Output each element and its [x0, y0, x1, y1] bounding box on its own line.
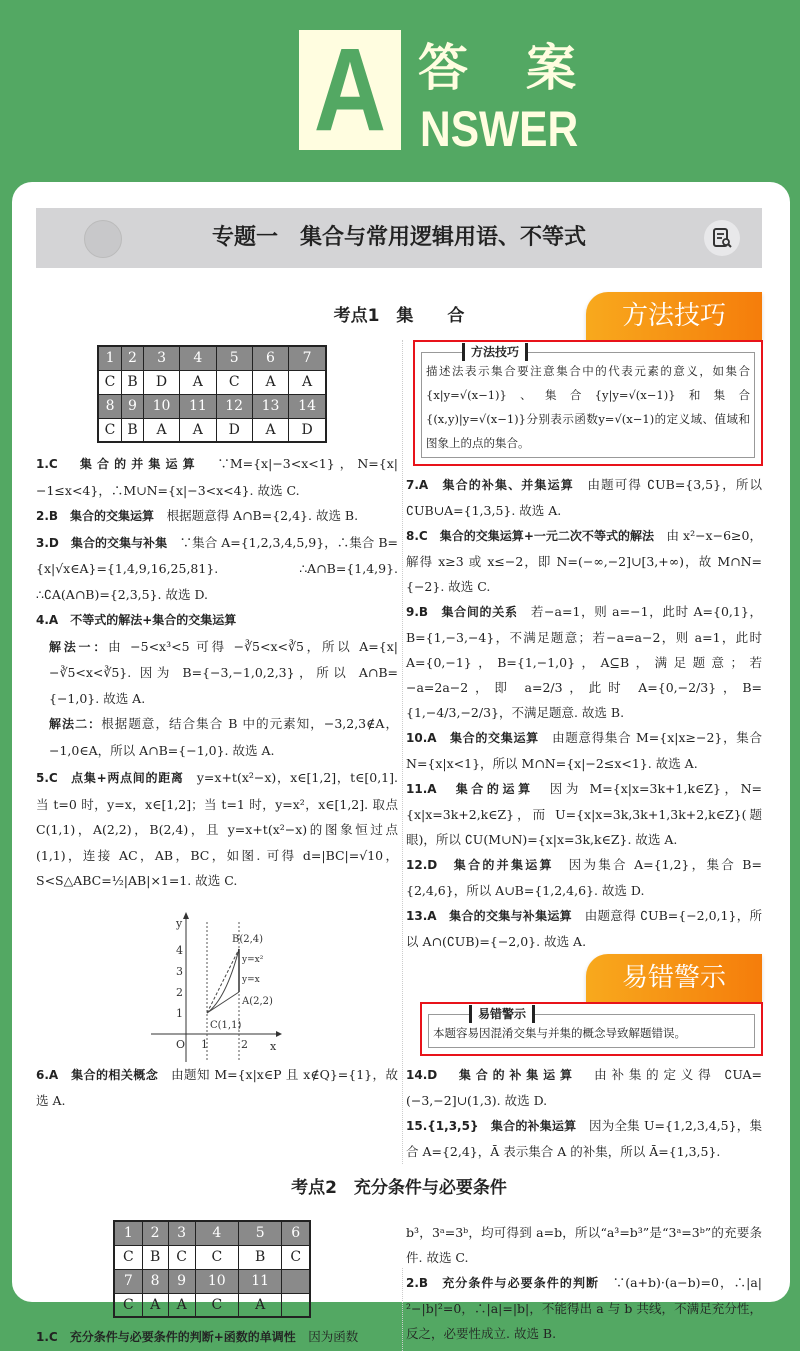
- answer-cell: A: [180, 418, 216, 442]
- y-tick: 3: [176, 964, 183, 978]
- answer-item: [36, 1324, 398, 1351]
- answer-item: [406, 1270, 762, 1346]
- answer-cell: C: [114, 1245, 142, 1269]
- answer-heading: 14.D 集合的补集运算: [406, 1068, 577, 1082]
- answer-text: b³，3ᵃ=3ᵇ，均可得到 a=b，所以“a³=b³”是“3ᵃ=3ᵇ”的充要条件. 故选 C.: [406, 1225, 762, 1265]
- question-number-cell: 10: [143, 394, 179, 418]
- answer-cell: A: [238, 1293, 281, 1317]
- answer-text: y=x+t(x²−x)，x∈[1,2]，t∈[0,1]. 当 t=0 时，y=x，x∈[1,2]；当 t=1 时，y=x²，x∈[1,2]. 取点 C(1,1)，A(2,2)，B(2,4)，且 y=x+t(x²−x)的图象恒过点(1,1)，连接 AC，AB，BC，如图. 可得 d=|BC|=√10，S<S△ABC=½|AB|×1=1. 故选 C.: [36, 770, 398, 888]
- tips-label: 方法技巧: [462, 343, 528, 361]
- question-number-cell: 7: [114, 1269, 142, 1293]
- question-number-cell: 13: [252, 394, 288, 418]
- answer-text: 由 −5<x³<5 可得 −∛5<x<∛5，所以 A={x|−∛5<x<∛5}. 因为 B={−3,−1,0,2,3}，所以 A∩B={−1,0}. 故选 A.: [49, 638, 398, 706]
- question-number-cell: 2: [142, 1221, 168, 1245]
- answer-item: [36, 607, 398, 634]
- answer-heading: 解法二：: [49, 717, 102, 731]
- answer-cell: D: [216, 418, 252, 442]
- question-number-cell: 7: [289, 346, 326, 370]
- question-number-cell: 10: [195, 1269, 238, 1293]
- answer-item: [36, 451, 398, 503]
- answer-cell: C: [114, 1293, 142, 1317]
- answer-heading: 2.B 充分条件与必要条件的判断: [406, 1276, 600, 1290]
- answer-text: 由题知 M={x|x∈P 且 x∉Q}={1}，故选 A.: [36, 1066, 398, 1108]
- section-2-title: 考点2 充分条件与必要条件: [291, 1178, 507, 1198]
- answer-heading: 12.D 集合的并集运算: [406, 858, 554, 872]
- question-number-row: [114, 1221, 310, 1245]
- answer-cell: C: [282, 1245, 310, 1269]
- answer-cell: A: [143, 418, 179, 442]
- question-number-cell: 9: [122, 394, 144, 418]
- answer-row: [98, 370, 326, 394]
- section-2-left-column: [36, 1220, 398, 1351]
- x-tick: 1: [201, 1037, 208, 1051]
- answer-heading: 解法一：: [49, 639, 109, 654]
- answer-heading: 9.B 集合间的关系: [406, 605, 518, 619]
- answer-item: [406, 599, 762, 725]
- question-number-cell: 5: [216, 346, 252, 370]
- question-number-cell: 2: [122, 346, 144, 370]
- answer-cell: C: [168, 1245, 195, 1269]
- answer-row: [114, 1245, 310, 1269]
- answer-content: [36, 292, 762, 1351]
- answer-row: [98, 418, 326, 442]
- answer-text: 根据题意，结合集合 B 中的元素知，−3,2,3∉A，−1,0∈A，所以 A∩B={−1,0}. 故选 A.: [49, 716, 398, 758]
- section-1-title: 考点1 集 合: [333, 306, 465, 326]
- section-1-columns: [36, 292, 762, 1164]
- answer-cell: A: [180, 370, 216, 394]
- answer-heading: 11.A 集合的运算: [406, 782, 534, 796]
- left-column: [36, 292, 398, 1164]
- section-2-right-column: [406, 1220, 762, 1351]
- answer-heading: 3.D 集合的交集与补集: [36, 535, 168, 550]
- answer-text: 由 x²−x−6≥0，解得 x≥3 或 x≤−2，即 N=(−∞,−2]∪[3,+∞)，故 M∩N={−2}. 故选 C.: [406, 528, 762, 594]
- question-number-row: [114, 1269, 310, 1293]
- question-number-cell: 8: [98, 394, 122, 418]
- point-c-label: C(1,1): [210, 1019, 242, 1031]
- answer-text: 因为全集 U={1,2,3,4,5}，集合 A={2,4}，Ā 表示集合 A 的补集，所以 Ā={1,3,5}.: [406, 1118, 762, 1159]
- y-axis-label: y: [176, 916, 183, 930]
- y-tick: 2: [176, 985, 183, 999]
- question-number-cell: 1: [98, 346, 122, 370]
- question-number-cell: 14: [289, 394, 326, 418]
- tips-tab: 方法技巧: [586, 292, 762, 340]
- answer-text: 因为 M={x|x=3k+1,k∈Z}，N={x|x=3k+2,k∈Z}，而 U={x|x=3k,3k+1,3k+2,k∈Z}(题眼)，所以 ∁U(M∪N)={x|x=3k,k∈Z}. 故选 A.: [406, 781, 762, 847]
- warning-tab: 易错警示: [586, 954, 762, 1002]
- answer-item: [406, 725, 762, 776]
- question-number-cell: 11: [238, 1269, 281, 1293]
- answer-text: 由题意得集合 M={x|x≥−2}，集合 N={x|x<1}，所以 M∩N={x|−2≤x<1}. 故选 A.: [406, 730, 762, 771]
- question-number-cell: 8: [142, 1269, 168, 1293]
- answer-cell: C: [195, 1245, 238, 1269]
- question-number-cell: 11: [180, 394, 216, 418]
- logo-letter: A: [299, 30, 401, 150]
- question-number-cell: 9: [168, 1269, 195, 1293]
- point-a-label: A(2,2): [242, 995, 273, 1007]
- answer-table-2: [113, 1220, 311, 1318]
- answer-cell: C: [195, 1293, 238, 1317]
- answer-item: [36, 1062, 398, 1114]
- answer-cell: D: [289, 418, 326, 442]
- answer-cell: B: [122, 370, 144, 394]
- answer-cell: [282, 1293, 310, 1317]
- answer-heading: 15.{1,3,5} 集合的补集运算: [406, 1119, 577, 1133]
- answer-heading: 6.A 集合的相关概念: [36, 1067, 159, 1082]
- header-title-cn: 答案: [418, 39, 634, 97]
- answer-heading: 1.C 集合的并集运算: [36, 457, 200, 471]
- answer-item: [406, 1062, 762, 1113]
- answer-cell: D: [143, 370, 179, 394]
- question-number-cell: 4: [180, 346, 216, 370]
- x-tick: 2: [241, 1037, 248, 1051]
- graph-figure: [36, 894, 398, 1062]
- origin-label: O: [176, 1037, 186, 1051]
- section-2-columns: [36, 1220, 762, 1351]
- answer-text: 因为集合 A={1,2}，集合 B={2,4,6}，所以 A∪B={1,2,4,6}. 故选 D.: [406, 857, 762, 898]
- answer-text: 由题可得 ∁UB={3,5}，所以 ∁UB∪A={1,3,5}. 故选 A.: [406, 477, 762, 518]
- answer-cell: A: [252, 370, 288, 394]
- tips-box: [413, 340, 763, 466]
- answer-text: 由题意得 ∁UB={−2,0,1}，所以 A∩(∁UB)={−2,0}. 故选 A.: [406, 908, 762, 949]
- warning-text: 本题容易因混淆交集与并集的概念导致解题错误。: [433, 1026, 686, 1040]
- answer-text: 若−a=1，则 a=−1，此时 A={0,1}，B={1,−3,−4}，不满足题意；若−a=a−2，则 a=1，此时 A={0,−1}，B={1,−1,0}，A⊆B，满足题意；若−a=2a−2，即 a=2/3，此时 A={0,−2/3}，B={1,−4/3,−2/3}，不满足题意. 故选 B.: [406, 604, 762, 720]
- answer-cell: A: [142, 1293, 168, 1317]
- answer-cell: C: [216, 370, 252, 394]
- question-number-row: [98, 394, 326, 418]
- question-number-cell: 1: [114, 1221, 142, 1245]
- point-b-label: B(2,4): [232, 933, 264, 945]
- answer-method: [36, 711, 398, 763]
- answer-heading: 13.A 集合的交集与补集运算: [406, 909, 572, 923]
- question-number-cell: [282, 1269, 310, 1293]
- answer-cell: C: [98, 418, 122, 442]
- answer-cell: C: [98, 370, 122, 394]
- answer-cell: A: [252, 418, 288, 442]
- document-search-icon[interactable]: [704, 220, 740, 256]
- answer-cell: B: [122, 418, 144, 442]
- answer-table-1: [97, 345, 327, 443]
- question-number-cell: 4: [195, 1221, 238, 1245]
- answer-text: 根据题意得 A∩B={2,4}. 故选 B.: [166, 508, 359, 523]
- question-number-row: [98, 346, 326, 370]
- answer-heading: 1.C 充分条件与必要条件的判断+函数的单调性: [36, 1330, 296, 1344]
- question-number-cell: 6: [252, 346, 288, 370]
- answer-text: 由补集的定义得 ∁UA=(−3,−2]∪(1,3). 故选 D.: [406, 1067, 762, 1108]
- answer-item: [406, 523, 762, 599]
- answer-item: [36, 530, 398, 608]
- answer-text: ∵集合 A={1,2,3,4,5,9}，∴集合 B={x|√x∈A}={1,4,9,16,25,81}. ∴A∩B={1,4,9}. ∴∁A(A∩B)={2,3,5}. 故选 D.: [36, 534, 398, 602]
- answer-item-continued: [406, 1220, 762, 1270]
- question-number-cell: 5: [238, 1221, 281, 1245]
- answer-cell: A: [168, 1293, 195, 1317]
- right-column: [406, 292, 762, 1164]
- answer-item: [406, 776, 762, 852]
- answer-text: ∵M={x|−3<x<1}，N={x|−1≤x<4}，∴M∪N={x|−3<x<4}. 故选 C.: [36, 456, 398, 498]
- header-title-en: NSWER: [420, 101, 579, 157]
- answer-text: 因为函数: [308, 1329, 359, 1344]
- answer-cell: B: [238, 1245, 281, 1269]
- answer-text: ∵(a+b)·(a−b)=0，∴|a|²−|b|²=0，∴|a|=|b|，不能得出 a 与 b 共线，不满足充分性，反之，必要性成立. 故选 B.: [406, 1275, 762, 1341]
- answer-heading: 10.A 集合的交集运算: [406, 731, 539, 745]
- curve-label: y=x: [242, 974, 260, 985]
- answer-cell: A: [289, 370, 326, 394]
- x-axis-label: x: [270, 1039, 277, 1053]
- topic-banner: [36, 208, 762, 268]
- answer-heading: 2.B 集合的交集运算: [36, 509, 155, 523]
- question-number-cell: 12: [216, 394, 252, 418]
- answer-row: [114, 1293, 310, 1317]
- question-number-cell: 3: [168, 1221, 195, 1245]
- curve-label: y=x²: [242, 954, 264, 965]
- answer-heading: 5.C 点集+两点间的距离: [36, 771, 184, 785]
- answer-heading: 4.A 不等式的解法+集合的交集运算: [36, 613, 237, 627]
- answer-item: [406, 903, 762, 954]
- y-tick: 4: [176, 943, 183, 957]
- answer-item: [406, 852, 762, 903]
- question-number-cell: 3: [143, 346, 179, 370]
- answer-heading: 7.A 集合的补集、并集运算: [406, 478, 574, 492]
- question-number-cell: 6: [282, 1221, 310, 1245]
- answer-item: [406, 1113, 762, 1164]
- answer-item: [406, 472, 762, 523]
- topic-title: 专题一 集合与常用逻辑用语、不等式: [211, 224, 586, 250]
- warning-label: 易错警示: [469, 1005, 535, 1023]
- answer-heading: 8.C 集合的交集运算+一元二次不等式的解法: [406, 529, 655, 543]
- answer-item: [36, 765, 398, 894]
- y-tick: 1: [176, 1006, 183, 1020]
- tips-text: 描述法表示集合要注意集合中的代表元素的意义，如集合{x|y=√(x−1)}、集合{y|y=√(x−1)}和集合{(x,y)|y=√(x−1)}分别表示函数y=√(x−1)的定义域、值域和图象上的点的集合。: [426, 364, 750, 450]
- answer-method: [36, 634, 398, 712]
- answer-item: [36, 503, 398, 530]
- answer-cell: B: [142, 1245, 168, 1269]
- warning-box: [420, 1002, 763, 1056]
